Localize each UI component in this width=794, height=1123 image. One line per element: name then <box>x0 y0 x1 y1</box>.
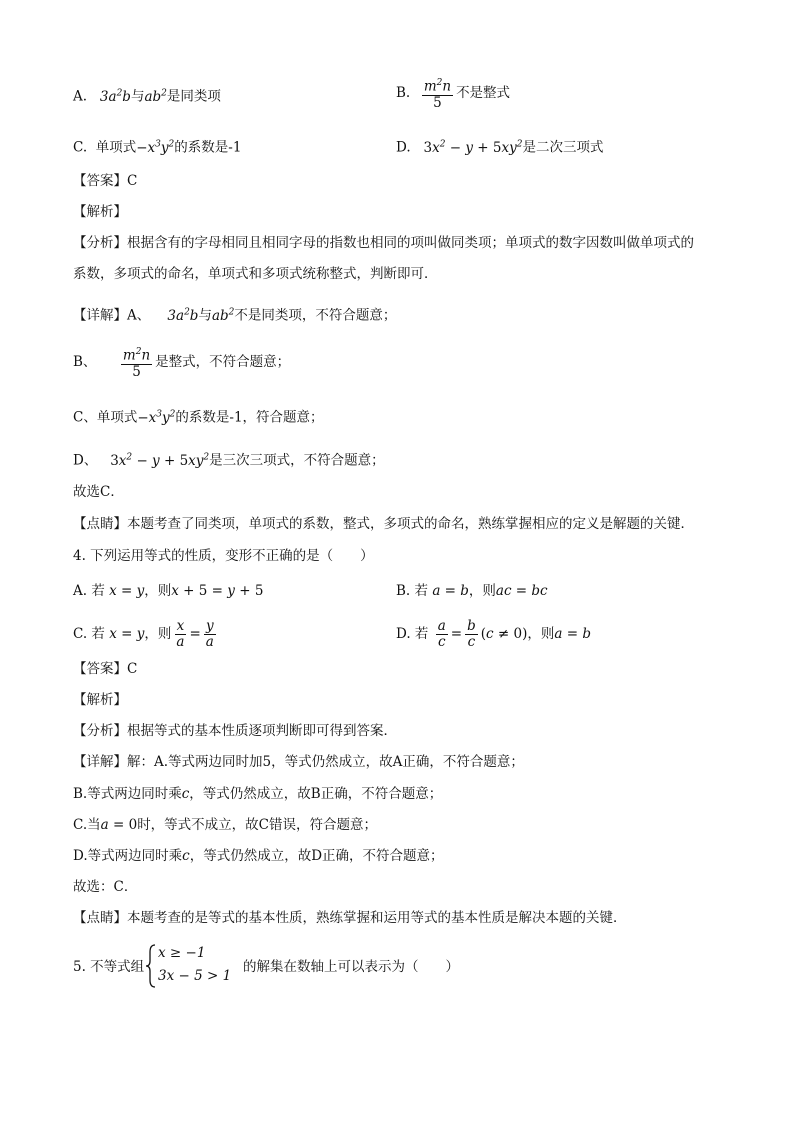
q3-detail-a: 【详解】A、 $3a^2b$与$ab^2$不是同类项，不符合题意； <box>73 307 397 324</box>
q4-fenxi: 【分析】根据等式的基本性质逐项判断即可得到答案． <box>73 723 397 739</box>
math-ab2-2: $ab^2$ <box>211 307 235 324</box>
q3-analysis-heading: 【解析】 <box>73 204 127 220</box>
math-3x2-y-5xy2-2: $3x^2 - y + 5xy^2$ <box>110 452 210 469</box>
q4-detail-c: C.当a = 0时，等式不成立，故C错误，符合题意； <box>73 817 378 833</box>
q4-analysis-heading: 【解析】 <box>73 692 127 708</box>
q5-inequality-1: x ≥ −1 <box>158 945 206 961</box>
q3-detail-c: C、单项式$-x^3y^2$的系数是-1，符合题意； <box>73 409 324 426</box>
q3-fenxi-line2: 系数，多项式的命名，单项式和多项式统称整式，判断即可． <box>73 266 438 282</box>
q4-detail-b: B.等式两边同时乘c，等式仍然成立，故B正确，不符合题意； <box>73 786 443 802</box>
math-b-over-c: $\frac{b}{c}$ <box>467 618 476 650</box>
math-3a2b: $3a^2b$ <box>99 88 131 105</box>
system-brace <box>145 944 157 988</box>
q4-dianjing: 【点睛】本题考查的是等式的基本性质，熟练掌握和运用等式的基本性质是解决本题的关键． <box>73 910 627 926</box>
math-ab2: $ab^2$ <box>144 88 167 105</box>
math-a-eq-0: a = 0 <box>100 817 138 833</box>
q4-stem: 4. 下列运用等式的性质，变形不正确的是（ ） <box>73 548 374 564</box>
q3-detail-b: B、 $\frac{m^2n}{5}$ 是整式，不符合题意； <box>73 347 291 380</box>
math-a-over-c: $\frac{a}{c}$ <box>437 618 446 650</box>
q3-dianjing: 【点睛】本题考查了同类项，单项式的系数，整式，多项式的命名，熟练掌握相应的定义是解题的关键． <box>73 516 694 532</box>
math-x-over-a: $\frac{x}{a}$ <box>176 618 185 650</box>
q4-conclusion: 故选：C． <box>73 879 138 895</box>
math-a-eq-b-2: a = b <box>554 626 591 642</box>
math-neg-x3y2-2: $-x^3y^2$ <box>137 409 176 426</box>
q3-option-d: D. $3x^2 - y + 5xy^2$是二次三项式 <box>396 139 604 156</box>
math-x-eq-y: x = y <box>109 583 145 599</box>
q5-inequality-2: 3x − 5 > 1 <box>158 968 232 984</box>
math-x5-eq-y5: x + 5 = y + 5 <box>171 583 264 599</box>
math-ac-eq-bc: ac = bc <box>495 583 548 599</box>
q3-fenxi-line1: 【分析】根据含有的字母相同且相同字母的指数也相同的项叫做同类项；单项式的数字因数叫做单项式的 <box>73 235 694 251</box>
math-3x2-y-5xy2: $3x^2 - y + 5xy^2$ <box>423 139 523 156</box>
q3-option-b: B. $\frac{m^2n}{5}$ 不是整式 <box>396 78 511 111</box>
math-m2n-over-5: $\frac{m^2n}{5}$ <box>423 78 452 111</box>
math-neg-x3y2: $-x^3y^2$ <box>136 139 175 156</box>
q4-option-b: B. 若 a = b，则ac = bc <box>396 583 548 599</box>
q5-stem-suffix: 的解集在数轴上可以表示为（ ） <box>243 959 459 975</box>
q4-option-c: C. 若 x = y，则 $\frac{x}{a}$ = $\frac{y}{a}$ <box>73 618 214 650</box>
q3-answer: 【答案】C <box>73 173 138 189</box>
math-a-eq-b: a = b <box>432 583 469 599</box>
q3-option-a: A. $3a^2b$与$ab^2$是同类项 <box>73 88 221 105</box>
q4-detail-a: 【详解】解：A.等式两边同时加5，等式仍然成立，故A正确，不符合题意； <box>73 754 524 770</box>
math-x-eq-y-2: x = y <box>109 626 145 642</box>
q3-conclusion: 故选C． <box>73 484 124 500</box>
math-3a2b-2: $3a^2b$ <box>167 307 199 324</box>
q3-option-c: C. 单项式$-x^3y^2$的系数是-1 <box>73 139 242 156</box>
q4-option-d: D. 若 $\frac{a}{c}$ = $\frac{b}{c}$ (c ≠ 0)，则a = b <box>396 618 591 650</box>
math-y-over-a: $\frac{y}{a}$ <box>205 618 214 650</box>
q4-option-a: A. 若 x = y，则x + 5 = y + 5 <box>73 583 264 599</box>
q4-answer: 【答案】C <box>73 661 138 677</box>
math-m2n-over-5-2: $\frac{m^2n}{5}$ <box>122 347 151 380</box>
math-c-neq-0: (c ≠ 0) <box>480 626 528 642</box>
q4-detail-d: D.等式两边同时乘c，等式仍然成立，故D正确，不符合题意； <box>73 848 444 864</box>
q3-detail-d: D、 $3x^2 - y + 5xy^2$是三次三项式，不符合题意； <box>73 452 385 469</box>
q5-stem-prefix: 5. 不等式组 <box>73 959 145 975</box>
